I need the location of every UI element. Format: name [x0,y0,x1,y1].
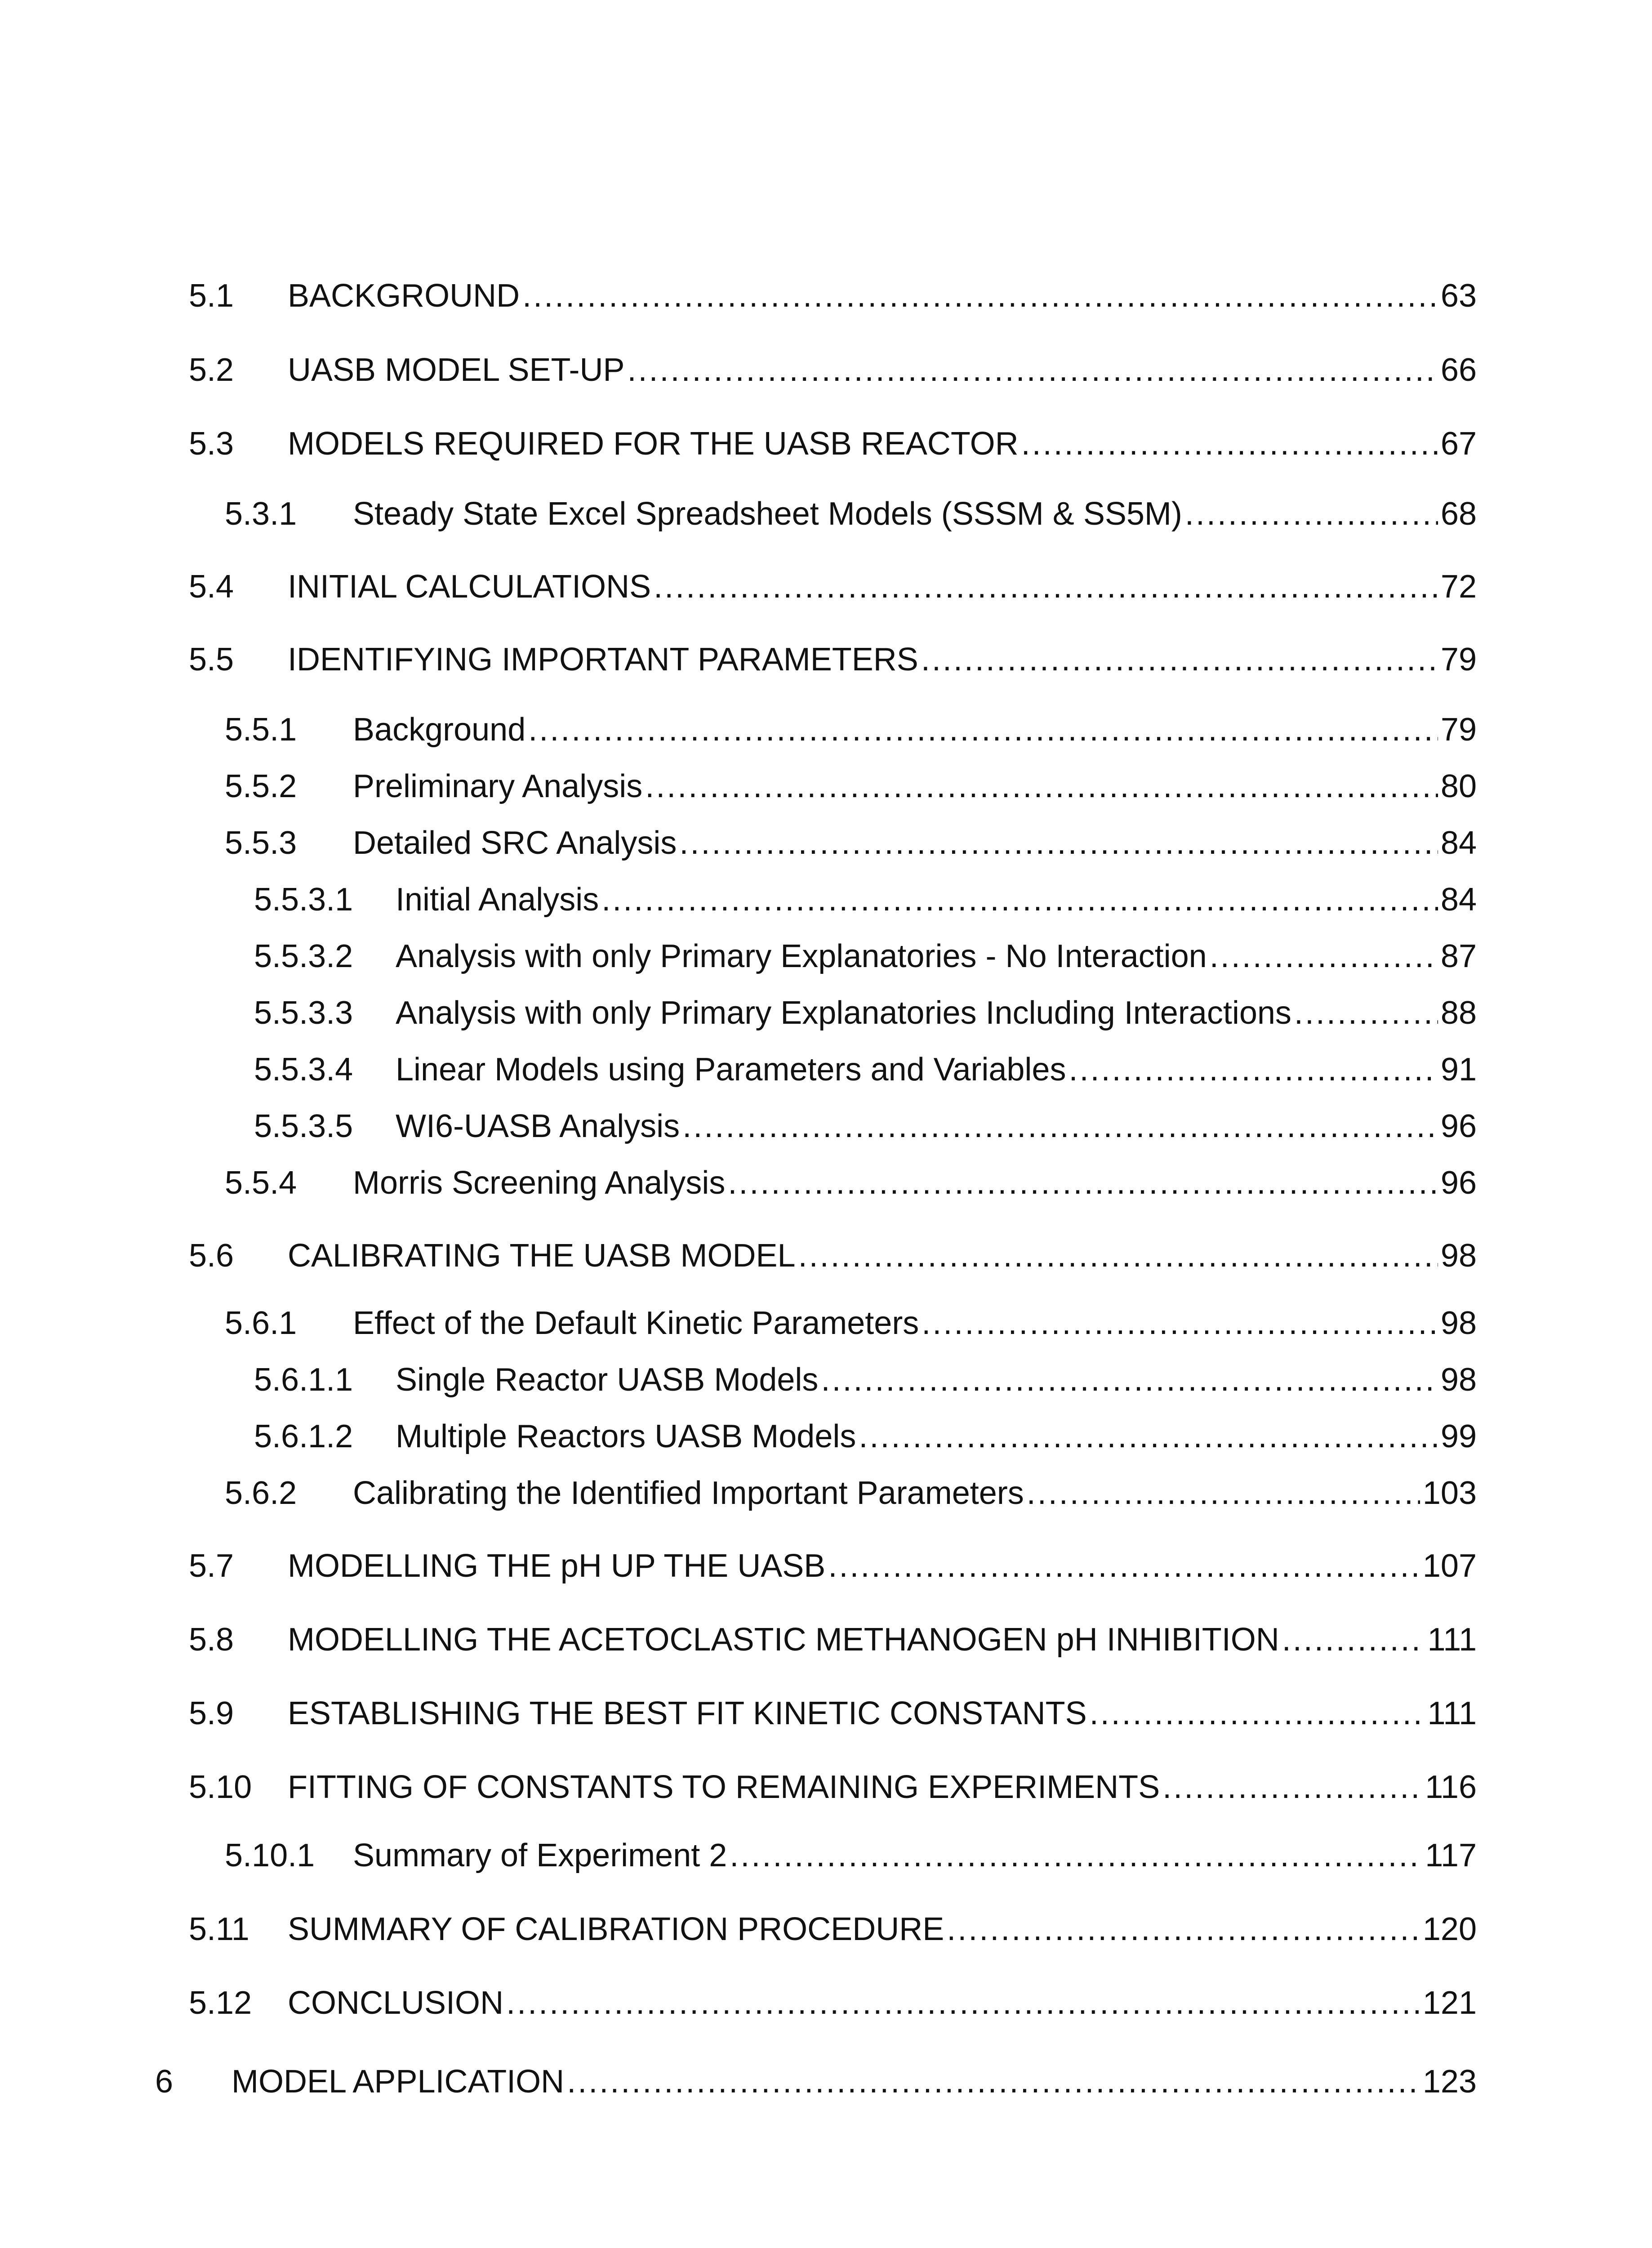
toc-entry-number: 5.5.4 [225,1165,297,1201]
toc-entry-page: 79 [1440,642,1477,678]
toc-entry-number: 5.12 [189,1985,252,2021]
toc-entry-number: 5.5.3 [225,825,297,861]
toc-entry[interactable] [0,1615,1652,1664]
toc-entry-page: 68 [1440,496,1477,532]
toc-entry-title: Analysis with only Primary Explanatories - No Interaction [396,938,1207,974]
toc-entry-title: IDENTIFYING IMPORTANT PARAMETERS [288,642,918,678]
toc-entry-number: 6 [155,2064,174,2100]
toc-entry-title: UASB MODEL SET-UP [288,352,625,388]
toc-entry-page: 111 [1427,1695,1477,1731]
toc-entry-title: Detailed SRC Analysis [353,825,677,861]
toc-entry-page: 121 [1422,1985,1477,2021]
toc-entry[interactable] [0,1158,1652,1208]
toc-entry[interactable] [0,875,1652,924]
toc-entry-number: 5.1 [189,278,234,314]
toc-entry-page: 120 [1422,1911,1477,1947]
toc-entry[interactable] [0,489,1652,539]
toc-entry-number: 5.5 [189,642,234,678]
toc-entry-title: INITIAL CALCULATIONS [288,569,651,605]
dot-leader [1021,419,1438,468]
toc-entry-page: 88 [1440,995,1477,1031]
toc-entry-title: Background [353,712,526,748]
dot-leader [798,1231,1438,1280]
toc-entry[interactable] [0,635,1652,684]
dot-leader [921,635,1438,684]
toc-entry-page: 80 [1440,768,1477,804]
toc-entry-title: BACKGROUND [288,278,520,314]
toc-entry-title: MODELLING THE pH UP THE UASB [288,1548,826,1584]
toc-entry-title: Single Reactor UASB Models [396,1362,819,1398]
toc-entry-number: 5.6.1.1 [254,1362,353,1398]
toc-entry[interactable] [0,1412,1652,1461]
dot-leader [1027,1468,1420,1518]
dot-leader [654,562,1438,611]
toc-entry-page: 96 [1440,1108,1477,1144]
toc-entry-page: 98 [1440,1305,1477,1341]
toc-entry-number: 5.2 [189,352,234,388]
toc-entry-page: 67 [1440,426,1477,462]
toc-entry-page: 63 [1440,278,1477,314]
dot-leader [645,762,1438,811]
toc-entry-number: 5.5.2 [225,768,297,804]
toc-entry[interactable] [0,818,1652,868]
toc-entry-page: 117 [1425,1838,1477,1873]
dot-leader [859,1412,1438,1461]
toc-entry-number: 5.5.1 [225,712,297,748]
dot-leader [506,1978,1420,2028]
dot-leader [922,1298,1438,1348]
toc-entry[interactable] [0,1831,1652,1880]
toc-entry-number: 5.9 [189,1695,234,1731]
toc-entry[interactable] [0,705,1652,754]
toc-entry-title: Multiple Reactors UASB Models [396,1418,856,1454]
toc-entry-title: Summary of Experiment 2 [353,1838,727,1873]
toc-entry-number: 5.3 [189,426,234,462]
toc-entry-title: Calibrating the Identified Important Parameters [353,1475,1024,1511]
toc-entry-number: 5.6 [189,1238,234,1274]
dot-leader [730,1831,1422,1880]
toc-entry[interactable] [0,1102,1652,1151]
toc-entry[interactable] [0,1762,1652,1812]
toc-entry-page: 123 [1422,2064,1477,2100]
toc-entry[interactable] [0,1231,1652,1280]
toc-entry[interactable] [0,2057,1652,2106]
toc-entry-title: MODELLING THE ACETOCLASTIC METHANOGEN pH INHIBITION [288,1622,1279,1658]
toc-entry-title: Linear Models using Parameters and Variables [396,1052,1066,1088]
toc-entry[interactable] [0,1045,1652,1094]
toc-entry-number: 5.10.1 [225,1838,315,1873]
toc-entry[interactable] [0,1298,1652,1348]
dot-leader [947,1905,1420,1954]
toc-entry[interactable] [0,1905,1652,1954]
toc-entry-number: 5.6.1 [225,1305,297,1341]
toc-entry-number: 5.5.3.2 [254,938,353,974]
toc-entry-title: MODELS REQUIRED FOR THE UASB REACTOR [288,426,1019,462]
toc-entry-page: 84 [1440,882,1477,918]
toc-entry-page: 98 [1440,1362,1477,1398]
toc-entry-number: 5.5.3.5 [254,1108,353,1144]
toc-entry-number: 5.4 [189,569,234,605]
toc-entry-title: Effect of the Default Kinetic Parameters [353,1305,919,1341]
toc-entry[interactable] [0,562,1652,611]
toc-entry-number: 5.6.2 [225,1475,297,1511]
toc-entry-page: 84 [1440,825,1477,861]
toc-entry-title: Initial Analysis [396,882,599,918]
toc-entry-title: SUMMARY OF CALIBRATION PROCEDURE [288,1911,944,1947]
dot-leader [1162,1762,1422,1812]
toc-entry-title: Morris Screening Analysis [353,1165,726,1201]
toc-entry-title: WI6-UASB Analysis [396,1108,680,1144]
dot-leader [728,1158,1438,1208]
toc-entry[interactable] [0,1689,1652,1738]
toc-entry-page: 91 [1440,1052,1477,1088]
dot-leader [601,875,1438,924]
toc-entry[interactable] [0,762,1652,811]
toc-entry[interactable] [0,345,1652,395]
toc-entry-page: 99 [1440,1418,1477,1454]
toc-entry-title: Analysis with only Primary Explanatories Including Interactions [396,995,1291,1031]
toc-entry-page: 66 [1440,352,1477,388]
toc-entry[interactable] [0,1978,1652,2028]
toc-entry-title: FITTING OF CONSTANTS TO REMAINING EXPERIMENTS [288,1769,1160,1805]
toc-entry[interactable] [0,419,1652,468]
toc-entry-title: ESTABLISHING THE BEST FIT KINETIC CONSTANTS [288,1695,1087,1731]
toc-entry-page: 98 [1440,1238,1477,1274]
toc-entry-page: 96 [1440,1165,1477,1201]
toc-entry-page: 103 [1422,1475,1477,1511]
dot-leader [522,271,1438,321]
toc-entry-number: 5.8 [189,1622,234,1658]
dot-leader [1294,988,1438,1038]
toc-entry-title: MODEL APPLICATION [232,2064,565,2100]
dot-leader [1210,932,1438,981]
dot-leader [567,2057,1420,2106]
dot-leader [1090,1689,1425,1738]
toc-entry-page: 116 [1425,1769,1477,1805]
toc-entry-title: CONCLUSION [288,1985,504,2021]
dot-leader [1069,1045,1438,1094]
toc-entry-number: 5.5.3.1 [254,882,353,918]
toc-entry-title: Preliminary Analysis [353,768,643,804]
toc-entry-number: 5.6.1.2 [254,1418,353,1454]
toc-entry-page: 111 [1427,1622,1477,1658]
dot-leader [628,345,1438,395]
dot-leader [679,818,1438,868]
toc-entry[interactable] [0,988,1652,1038]
dot-leader [1185,489,1438,539]
toc-entry-title: Steady State Excel Spreadsheet Models (SSSM & SS5M) [353,496,1182,532]
dot-leader [682,1102,1438,1151]
toc-entry-number: 5.5.3.3 [254,995,353,1031]
toc-entry[interactable] [0,1541,1652,1591]
toc-entry-number: 5.11 [189,1911,249,1947]
toc-entry-page: 87 [1440,938,1477,974]
toc-entry-page: 79 [1440,712,1477,748]
toc-entry-page: 107 [1422,1548,1477,1584]
toc-entry-number: 5.3.1 [225,496,297,532]
dot-leader [828,1541,1420,1591]
toc-entry-number: 5.7 [189,1548,234,1584]
dot-leader [528,705,1438,754]
toc-entry-number: 5.10 [189,1769,252,1805]
toc-entry[interactable] [0,1355,1652,1405]
dot-leader [1282,1615,1425,1664]
dot-leader [821,1355,1438,1405]
toc-entry-page: 72 [1440,569,1477,605]
toc-entry-number: 5.5.3.4 [254,1052,353,1088]
toc-entry[interactable] [0,271,1652,321]
toc-entry[interactable] [0,932,1652,981]
toc-entry[interactable] [0,1468,1652,1518]
toc-entry-title: CALIBRATING THE UASB MODEL [288,1238,796,1274]
